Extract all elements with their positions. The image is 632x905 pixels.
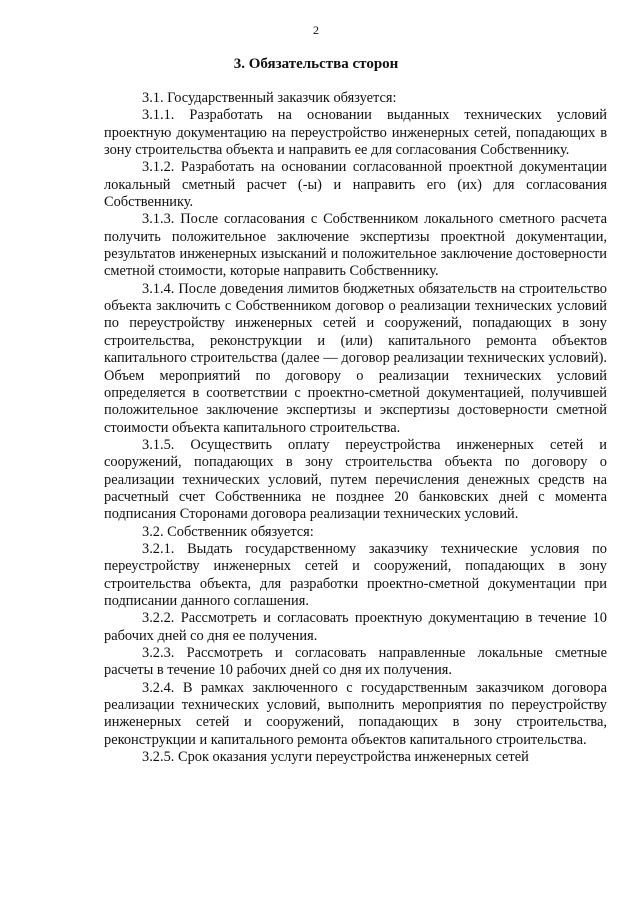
paragraph-3-1-1: 3.1.1. Разработать на основании выданных технических условий проектную документацию на переустройство инженерных сетей, попадающих в зону строительства объекта и направить ее для согласования Собственнику. bbox=[104, 107, 607, 159]
paragraph-3-2-4: 3.2.4. В рамках заключенного с государственным заказчиком договора реализации технических условий, выполнить мероприятия по переустройству инженерных сетей и сооружений, попадающих в зону строительства, реконструкции и капитального ремонта объектов капитального строительства. bbox=[104, 679, 607, 748]
section-heading: 3. Обязательства сторон bbox=[233, 56, 399, 72]
paragraph-3-1-3: 3.1.3. После согласования с Собственником локального сметного расчета получить положительное заключение экспертизы проектной документации, результатов инженерных изысканий и положительное заключение достоверности сметной стоимости, которые направить Собственнику. bbox=[104, 211, 607, 280]
paragraph-3-1: 3.1. Государственный заказчик обязуется: bbox=[142, 90, 397, 106]
paragraph-3-2-1: 3.2.1. Выдать государственному заказчику технические условия по переустройству инженерных сетей и сооружений, попадающих в зону строительства объекта, для разработки проектно-сметной документации при подписании данного соглашения. bbox=[104, 540, 607, 609]
paragraph-3-2-5: 3.2.5. Срок оказания услуги переустройства инженерных сетей bbox=[142, 749, 529, 766]
document-body bbox=[104, 90, 607, 766]
paragraph-3-1-4: 3.1.4. После доведения лимитов бюджетных обязательств на строительство объекта заключить с Собственником договор о реализации технических условий по переустройству инженерных сетей и сооружений, попадающих в зону строительства, реконструкции и (или) капитального ремонта объектов капитального строительства (далее — договор реализации технических условий). Объем мероприятий по договору о реализации технических условий определяется в соответствии с проектно-сметной документацией, получившей положительное заключение экспертизы и экспертизы достоверности сметной стоимости объекта капитального строительства. bbox=[104, 280, 607, 436]
page-number: 2 bbox=[313, 23, 319, 37]
paragraph-3-2-2: 3.2.2. Рассмотреть и согласовать проектную документацию в течение 10 рабочих дней со дня ее получения. bbox=[104, 610, 607, 644]
paragraph-3-2: 3.2. Собственник обязуется: bbox=[142, 523, 314, 540]
paragraph-3-1-5: 3.1.5. Осуществить оплату переустройства инженерных сетей и сооружений, попадающих в зону строительства объекта по договору о реализации технических условий, путем перечисления денежных средств на расчетный счет Собственника не позднее 20 банковских дней с момента подписания Сторонами договора реализации технических условий. bbox=[104, 436, 607, 523]
paragraph-3-2-3: 3.2.3. Рассмотреть и согласовать направленные локальные сметные расчеты в течение 10 рабочих дней со дня их получения. bbox=[104, 645, 607, 679]
paragraph-3-1-2: 3.1.2. Разработать на основании согласованной проектной документации локальный сметный расчет (-ы) и направить его (их) для согласования Собственнику. bbox=[104, 159, 607, 211]
